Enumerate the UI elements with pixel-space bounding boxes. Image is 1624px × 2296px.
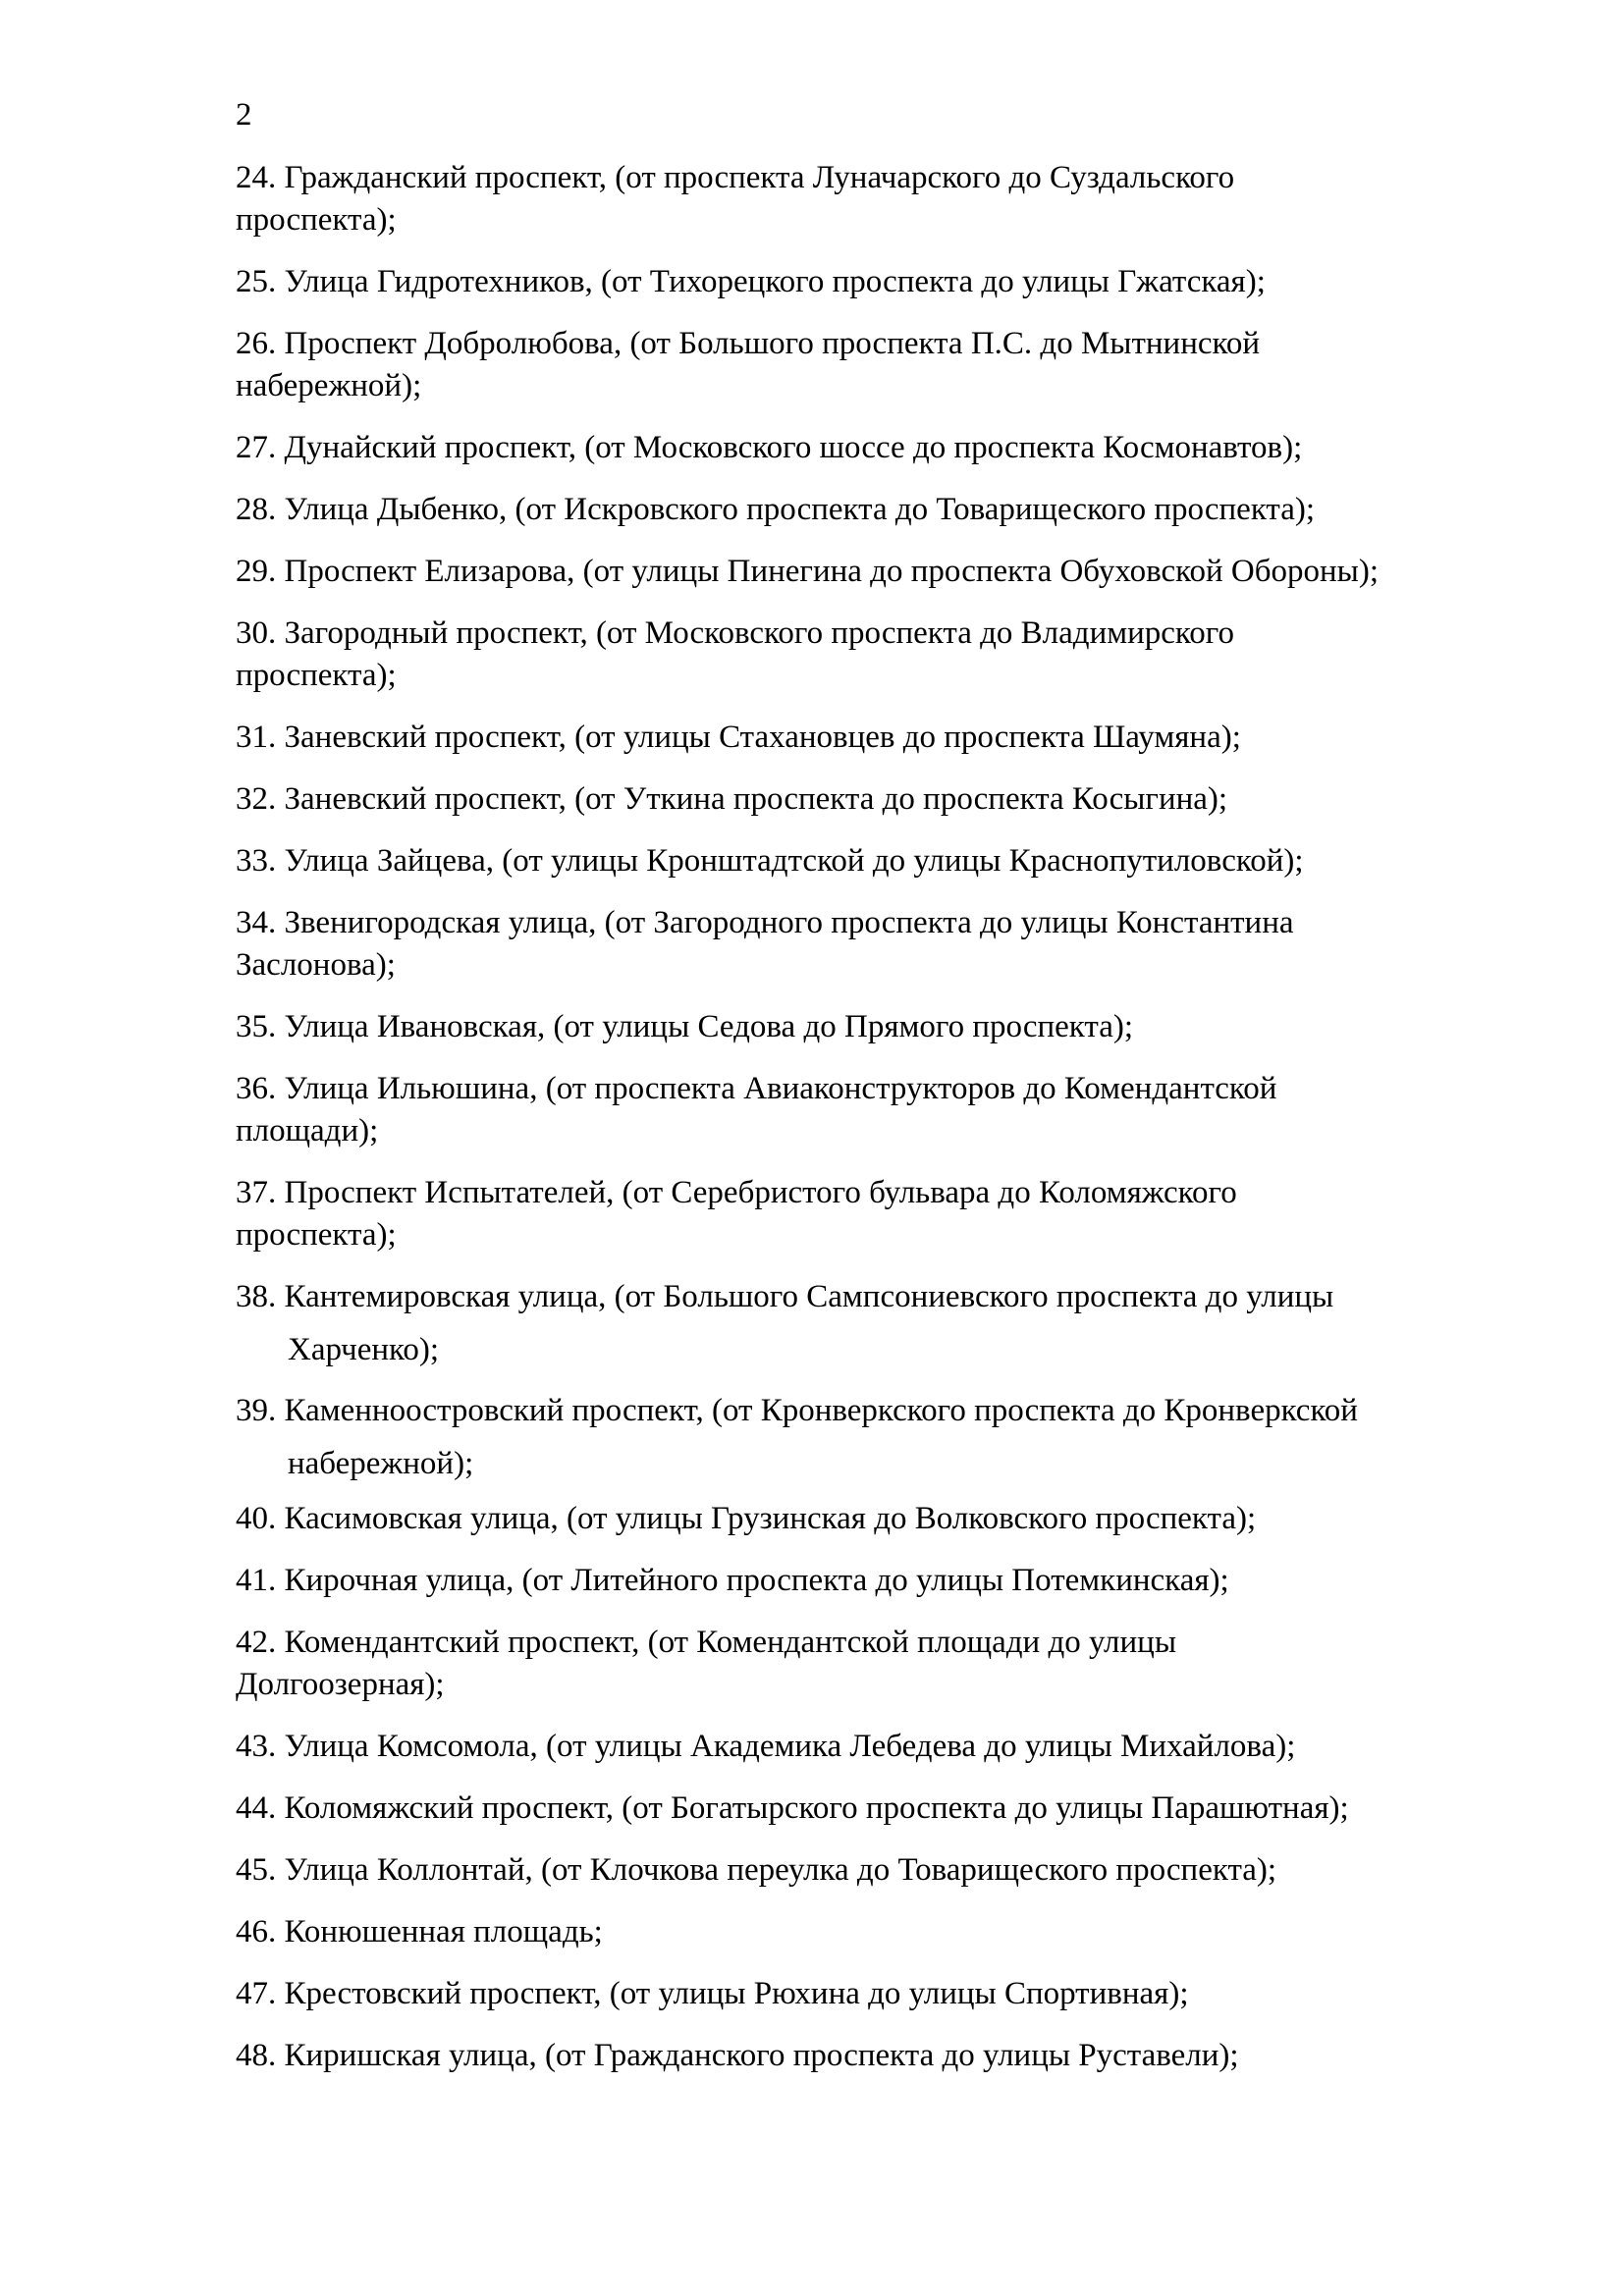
list-item: [236, 1911, 1522, 1953]
item-line: 27. Дунайский проспект, (от Московского шоссе до проспекта Космонавтов);: [236, 430, 1303, 465]
item-line: 26. Проспект Добролюбова, (от Большого проспекта П.С. до Мытнинской: [236, 326, 1261, 361]
list-item: [236, 778, 1522, 821]
list-item: [236, 1560, 1522, 1602]
item-line: 40. Касимовская улица, (от улицы Грузинская до Волковского проспекта);: [236, 1501, 1257, 1536]
list-item: [236, 613, 1522, 697]
item-line: 45. Улица Коллонтай, (от Клочкова переулка до Товарищеского проспекта);: [236, 1852, 1277, 1888]
item-line: 34. Звенигородская улица, (от Загородного проспекта до улицы Константина: [236, 905, 1294, 940]
item-line: проспекта);: [236, 1217, 397, 1253]
list-item: [236, 840, 1522, 882]
list-item: [236, 551, 1522, 593]
item-line: набережной);: [288, 1446, 474, 1481]
item-line: 25. Улица Гидротехников, (от Тихорецкого проспекта до улицы Гжатская);: [236, 264, 1266, 299]
item-line: 31. Заневский проспект, (от улицы Стахановцев до проспекта Шаумяна);: [236, 720, 1241, 755]
item-line: 33. Улица Зайцева, (от улицы Кронштадтской до улицы Краснопутиловской);: [236, 843, 1304, 879]
item-line: площади);: [236, 1113, 379, 1148]
item-line: 32. Заневский проспект, (от Уткина проспекта до проспекта Косыгина);: [236, 781, 1228, 817]
list-item: [236, 1973, 1522, 2015]
item-line: проспекта);: [236, 202, 397, 238]
item-line: 35. Улица Ивановская, (от улицы Седова до Прямого проспекта);: [236, 1009, 1134, 1044]
item-line: набережной);: [236, 368, 422, 403]
list-item: [236, 1276, 1522, 1318]
item-line: Долгоозерная);: [236, 1667, 445, 1702]
list-item: [236, 902, 1522, 987]
street-list: [236, 157, 1522, 2097]
list-item: [236, 1622, 1522, 1706]
list-item: [236, 1849, 1522, 1892]
item-line: 48. Киришская улица, (от Гражданского проспекта до улицы Руставели);: [236, 2038, 1239, 2073]
item-line: 38. Кантемировская улица, (от Большого Сампсониевского проспекта до улицы: [236, 1279, 1334, 1314]
item-line: 24. Гражданский проспект, (от проспекта Луначарского до Суздальского: [236, 160, 1235, 195]
list-item: [236, 427, 1522, 469]
item-line: 37. Проспект Испытателей, (от Серебристого бульвара до Коломяжского: [236, 1175, 1237, 1210]
item-line: 44. Коломяжский проспект, (от Богатырского проспекта до улицы Парашютная);: [236, 1790, 1349, 1826]
item-line: 43. Улица Комсомола, (от улицы Академика Лебедева до улицы Михайлова);: [236, 1729, 1296, 1764]
list-item: [236, 1498, 1522, 1540]
item-line: 47. Крестовский проспект, (от улицы Рюхина до улицы Спортивная);: [236, 1976, 1189, 2011]
list-item: [236, 1726, 1522, 1768]
list-item: [236, 1788, 1522, 1830]
list-item: [236, 717, 1522, 759]
item-line: 28. Улица Дыбенко, (от Искровского проспекта до Товарищеского проспекта);: [236, 492, 1316, 527]
list-item: [236, 1390, 1522, 1432]
item-line: 30. Загородный проспект, (от Московского проспекта до Владимирского: [236, 615, 1235, 651]
item-line: 39. Каменноостровский проспект, (от Кронверкского проспекта до Кронверкской: [236, 1393, 1358, 1428]
item-line: проспекта);: [236, 658, 397, 693]
item-line: 46. Конюшенная площадь;: [236, 1914, 603, 1949]
item-line: 41. Кирочная улица, (от Литейного проспекта до улицы Потемкинская);: [236, 1563, 1229, 1598]
list-item: [236, 1006, 1522, 1048]
item-line: 42. Комендантский проспект, (от Комендантской площади до улицы: [236, 1625, 1176, 1660]
page-number: 2: [236, 97, 252, 133]
list-item: [236, 1068, 1522, 1152]
item-line: 36. Улица Ильюшина, (от проспекта Авиаконструкторов до Комендантской: [236, 1071, 1277, 1106]
item-line: Заслонова);: [236, 947, 396, 983]
item-line: Харченко);: [288, 1332, 440, 1367]
item-line: 29. Проспект Елизарова, (от улицы Пинегина до проспекта Обуховской Обороны);: [236, 554, 1379, 589]
list-item: [236, 1172, 1522, 1256]
list-item: [236, 261, 1522, 303]
list-item: [236, 489, 1522, 531]
list-item: [236, 2035, 1522, 2077]
list-item-continuation: [236, 1318, 1522, 1382]
list-item: [236, 323, 1522, 407]
list-item-continuation: [236, 1432, 1522, 1496]
list-item: [236, 157, 1522, 241]
